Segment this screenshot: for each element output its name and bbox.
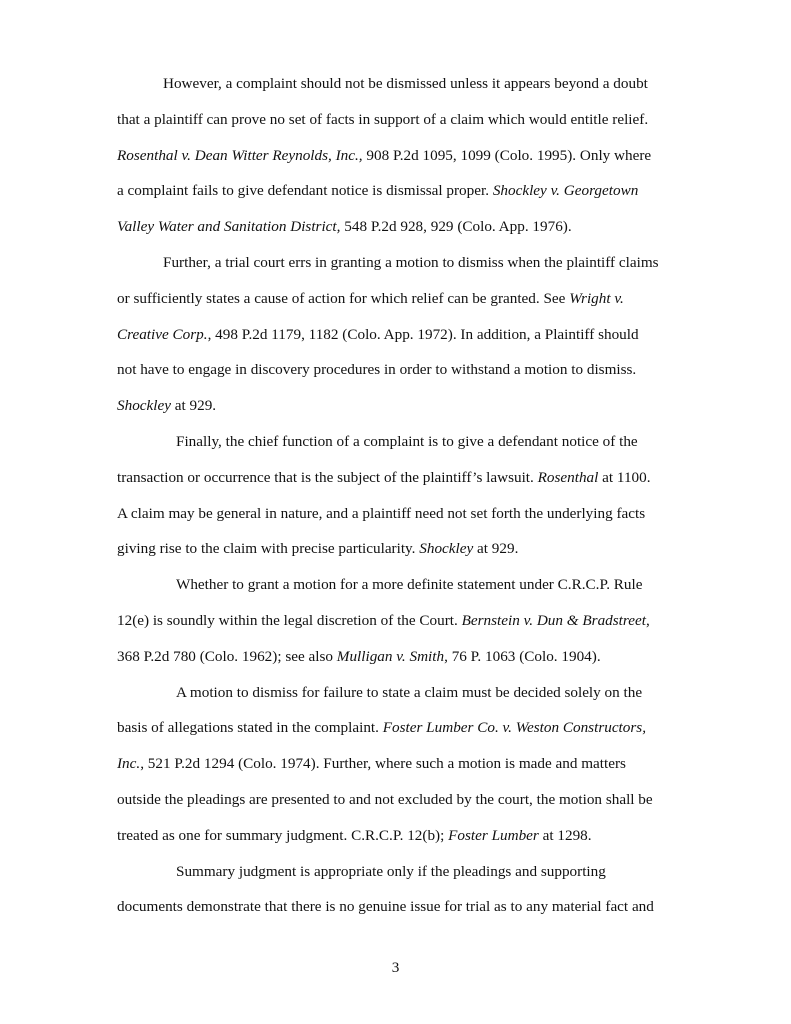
case-citation-italic: Wright v. <box>569 289 624 307</box>
text-run: at 929. <box>170 397 217 415</box>
text-line <box>117 746 677 782</box>
text-run: a complaint fails to give defendant notice is dismissal proper. <box>117 182 493 200</box>
text-line <box>117 245 677 281</box>
case-citation-italic: Rosenthal v. Dean Witter Reynolds, Inc., <box>117 146 363 164</box>
text-line <box>117 317 677 353</box>
paragraph <box>117 567 677 674</box>
case-citation-italic: Valley Water and Sanitation District, <box>117 218 341 236</box>
paragraph <box>117 66 677 245</box>
document-body <box>117 66 677 925</box>
page-number: 3 <box>391 959 400 976</box>
text-run: at 1298. <box>538 826 592 844</box>
case-citation-italic: Mulligan v. Smith <box>336 647 445 665</box>
text-line <box>117 603 677 639</box>
text-line <box>117 102 677 138</box>
text-run: However, a complaint should not be dismissed unless it appears beyond a doubt <box>163 75 648 92</box>
text-line <box>117 388 677 424</box>
text-run: transaction or occurrence that is the subject of the plaintiff’s lawsuit. <box>117 468 538 486</box>
text-run: documents demonstrate that there is no genuine issue for trial as to any material fact and <box>117 898 654 916</box>
text-run: 548 P.2d 928, 929 (Colo. App. 1976). <box>340 218 572 236</box>
text-line <box>117 675 677 711</box>
text-run: , 521 P.2d 1294 (Colo. 1974). Further, where such a motion is made and matters <box>140 755 626 773</box>
text-run: giving rise to the claim with precise particularity. <box>117 540 420 558</box>
paragraph <box>117 675 677 854</box>
text-run: Finally, the chief function of a complaint is to give a defendant notice of the <box>176 432 638 450</box>
text-line <box>117 531 677 567</box>
case-citation-italic: Bernstein v. Dun & Bradstreet <box>461 611 646 629</box>
text-run: 12(e) is soundly within the legal discretion of the Court. <box>117 611 462 629</box>
text-run: Summary judgment is appropriate only if the pleadings and supporting <box>176 862 606 880</box>
text-line <box>117 710 677 746</box>
text-run: treated as one for summary judgment. C.R.C.P. 12(b); <box>117 826 449 844</box>
text-run: , <box>645 611 650 629</box>
text-line <box>117 460 677 496</box>
text-line <box>117 209 677 245</box>
text-run: outside the pleadings are presented to and not excluded by the court, the motion shall be <box>117 790 653 808</box>
text-run: , 498 P.2d 1179, 1182 (Colo. App. 1972). In addition, a Plaintiff should <box>207 325 639 343</box>
text-run: , 76 P. 1063 (Colo. 1904). <box>444 647 601 665</box>
case-citation-italic: Foster Lumber Co. v. Weston Constructors, <box>382 719 646 737</box>
text-line <box>117 352 677 388</box>
text-line <box>117 889 677 925</box>
text-line <box>117 567 677 603</box>
text-run: that a plaintiff can prove no set of facts in support of a claim which would entitle relief. <box>117 110 649 128</box>
text-run: 908 P.2d 1095, 1099 (Colo. 1995). Only where <box>362 146 652 164</box>
text-line <box>117 782 677 818</box>
case-citation-italic: Shockley <box>117 397 171 415</box>
text-run: 368 P.2d 780 (Colo. 1962); see also <box>117 647 337 665</box>
text-line <box>117 639 677 675</box>
case-citation-italic: Creative Corp. <box>117 325 208 343</box>
text-line <box>117 818 677 854</box>
text-line <box>117 173 677 209</box>
text-line <box>117 854 677 890</box>
text-line <box>117 496 677 532</box>
text-run: Whether to grant a motion for a more definite statement under C.R.C.P. Rule <box>176 576 643 594</box>
text-run: at 1100. <box>598 468 651 486</box>
text-line <box>117 138 677 174</box>
paragraph <box>117 424 677 567</box>
text-run: basis of allegations stated in the complaint. <box>117 719 383 737</box>
paragraph <box>117 245 677 424</box>
text-run: A motion to dismiss for failure to state a claim must be decided solely on the <box>176 683 643 701</box>
text-run: Further, a trial court errs in granting a motion to dismiss when the plaintiff claims <box>163 253 659 271</box>
case-citation-italic: Shockley v. Georgetown <box>492 182 639 200</box>
text-line <box>117 281 677 317</box>
case-citation-italic: Foster Lumber <box>448 826 539 844</box>
text-run: or sufficiently states a cause of action for which relief can be granted. See <box>117 289 570 307</box>
text-run: A claim may be general in nature, and a plaintiff need not set forth the underlying facts <box>117 504 646 522</box>
paragraph <box>117 854 677 926</box>
text-run: at 929. <box>473 540 519 558</box>
text-run: not have to engage in discovery procedures in order to withstand a motion to dismiss. <box>117 361 637 379</box>
text-line <box>117 424 677 460</box>
case-citation-italic: Inc. <box>117 755 141 773</box>
text-line <box>117 66 677 102</box>
case-citation-italic: Rosenthal <box>537 468 599 486</box>
case-citation-italic: Shockley <box>419 540 474 558</box>
